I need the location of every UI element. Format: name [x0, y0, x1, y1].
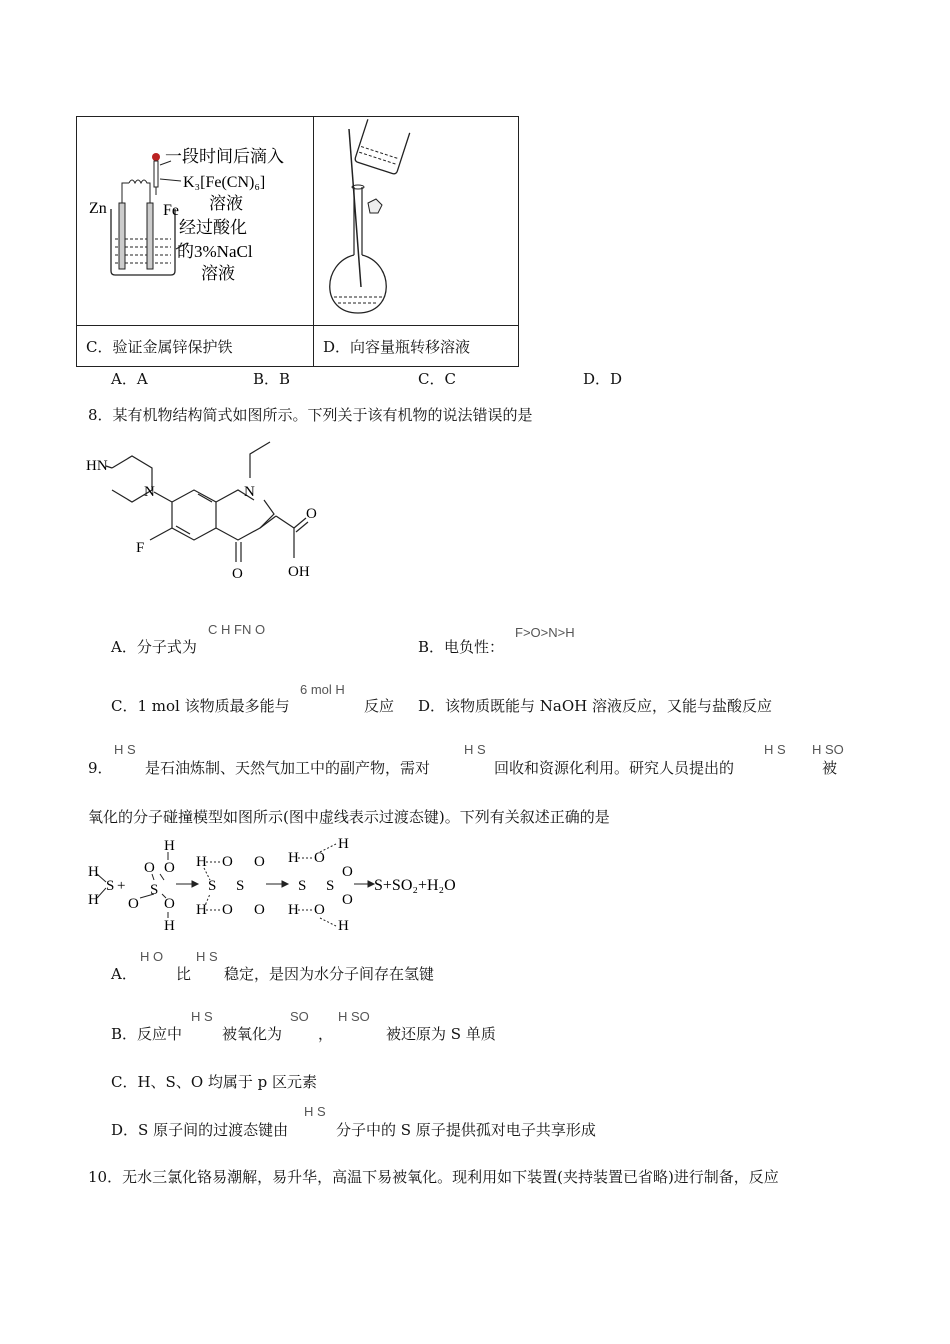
cell-d-caption: D．向容量瓶转移溶液 — [314, 326, 519, 367]
q9-option-b-f2: SO — [290, 1009, 309, 1024]
atom-n-ring: N — [244, 484, 255, 500]
q9-stem-2: 回收和资源化利用。研究人员提出的 — [494, 759, 735, 777]
q9-option-a-label[interactable]: A． — [111, 965, 137, 983]
q8-option-c-formula: 6 mol H — [300, 682, 345, 697]
mech-h8: H — [288, 902, 299, 918]
mech-h1: H — [88, 864, 99, 880]
mech-s3: S — [208, 878, 217, 894]
q9-option-c[interactable]: C．H、S、O 均属于 p 区元素 — [111, 1073, 318, 1091]
annotation-drop: 一段时间后滴入 — [165, 147, 284, 166]
q7-option-b[interactable]: B．B — [253, 370, 291, 388]
mech-s4: S — [236, 878, 245, 894]
q8-option-a-label: A．分子式为 — [111, 638, 197, 656]
mech-product: S+SO₂+H₂O — [374, 877, 456, 894]
q9-formula-h2s-3: H S — [764, 742, 786, 757]
zn-label: Zn — [89, 200, 107, 217]
q9-option-b-f1: H S — [191, 1009, 213, 1024]
mech-o10: O — [314, 902, 325, 918]
q8-option-c-post: 反应 — [364, 697, 395, 715]
atom-f: F — [136, 540, 145, 556]
mech-o4: O — [164, 896, 175, 912]
q8-option-d[interactable]: D．该物质既能与 NaOH 溶液反应，又能与盐酸反应 — [418, 697, 773, 715]
q9-option-d-f: H S — [304, 1104, 326, 1119]
cell-d-figure — [314, 117, 519, 326]
mech-o8: O — [254, 902, 265, 918]
annotation-solution-2: 溶液 — [201, 264, 235, 283]
mech-s5: S — [298, 878, 307, 894]
q8-option-a[interactable] — [111, 636, 197, 657]
mech-h5: H — [196, 854, 207, 870]
q9-option-b-label[interactable]: B．反应中 — [111, 1025, 183, 1043]
mech-o5: O — [222, 854, 233, 870]
q9-option-b-t2: 被还原为 S 单质 — [386, 1025, 496, 1043]
mech-o3: O — [128, 896, 139, 912]
mech-h2: H — [88, 892, 99, 908]
q7-option-a[interactable]: A．A — [111, 370, 148, 388]
q8-structure — [84, 436, 334, 586]
annotation-acidified: 经过酸化 — [179, 218, 247, 237]
mech-s2: S — [150, 882, 159, 898]
annotation-nacl: 的3%NaCl — [177, 242, 253, 261]
q9-option-b-t1: 被氧化为 — [222, 1025, 283, 1043]
mech-o6: O — [222, 902, 233, 918]
atom-o-keto: O — [232, 566, 243, 582]
q9-mechanism — [84, 832, 484, 938]
q8-option-b-label[interactable]: B．电负性： — [418, 638, 505, 656]
mech-o12: O — [342, 892, 353, 908]
annotation-solution: 溶液 — [209, 194, 243, 213]
mech-o9: O — [314, 850, 325, 866]
mech-s6: S — [326, 878, 335, 894]
mech-s1: S — [106, 878, 115, 894]
experiment-table — [76, 116, 519, 367]
q9-formula-h2s-1: H S — [114, 742, 136, 757]
mech-h3: H — [164, 838, 175, 854]
q10-stem: 10．无水三氯化铬易潮解，易升华，高温下易被氧化。现利用如下装置(夹持装置已省略)进行制备，反应 — [88, 1168, 779, 1186]
q8-option-c-pre[interactable]: C．1 mol 该物质最多能与 — [111, 697, 290, 715]
q9-formula-h2s-2: H S — [464, 742, 486, 757]
q8-option-b-formula: F>O>N>H — [515, 625, 575, 640]
annotation-reagent: K₃[Fe(CN)₆] — [183, 174, 266, 191]
q9-option-a-text: 稳定，是因为水分子间存在氢键 — [224, 965, 435, 983]
fe-label: Fe — [163, 202, 179, 219]
q9-stem-3: 被 — [822, 759, 838, 777]
q9-option-a-mid: 比 — [176, 965, 192, 983]
atom-n-piperazine: N — [144, 484, 155, 500]
mech-o7: O — [254, 854, 265, 870]
atom-o-acid: O — [306, 506, 317, 522]
q7-option-c[interactable]: C．C — [418, 370, 456, 388]
q9-formula-h2so4: H SO — [812, 742, 844, 757]
cell-c-caption: C．验证金属锌保护铁 — [77, 326, 314, 367]
galvanic-cell-diagram — [77, 117, 313, 321]
mech-o2: O — [144, 860, 155, 876]
q9-stem-4: 氧化的分子碰撞模型如图所示(图中虚线表示过渡态键)。下列有关叙述正确的是 — [88, 808, 610, 826]
mech-h9: H — [338, 836, 349, 852]
atom-hn: HN — [86, 458, 108, 474]
q9-option-a-f1: H O — [140, 949, 164, 964]
q8-stem: 8．某有机物结构简式如图所示。下列关于该有机物的说法错误的是 — [88, 406, 533, 424]
atom-oh: OH — [288, 564, 310, 580]
q9-option-b-f3: H SO — [338, 1009, 370, 1024]
mech-o1: O — [164, 860, 175, 876]
mech-o11: O — [342, 864, 353, 880]
mech-h6: H — [196, 902, 207, 918]
q9-option-d-text: 分子中的 S 原子提供孤对电子共享形成 — [336, 1121, 596, 1139]
q9-option-a-f2: H S — [196, 949, 218, 964]
q8-option-a-formula: C H FN O — [208, 622, 266, 637]
cell-c-figure — [77, 117, 314, 326]
q9-stem-1: 是石油炼制、天然气加工中的副产物，需对 — [145, 759, 431, 777]
mech-h7: H — [288, 850, 299, 866]
mech-h4: H — [164, 918, 175, 934]
q9-option-b-comma: ， — [318, 1025, 334, 1043]
mech-h10: H — [338, 918, 349, 934]
q9-option-d-label[interactable]: D．S 原子间的过渡态键由 — [111, 1121, 289, 1139]
mech-plus: + — [117, 878, 126, 894]
q9-num: 9． — [88, 759, 113, 777]
volumetric-flask-diagram — [314, 117, 518, 321]
q7-option-d[interactable]: D．D — [583, 370, 623, 388]
